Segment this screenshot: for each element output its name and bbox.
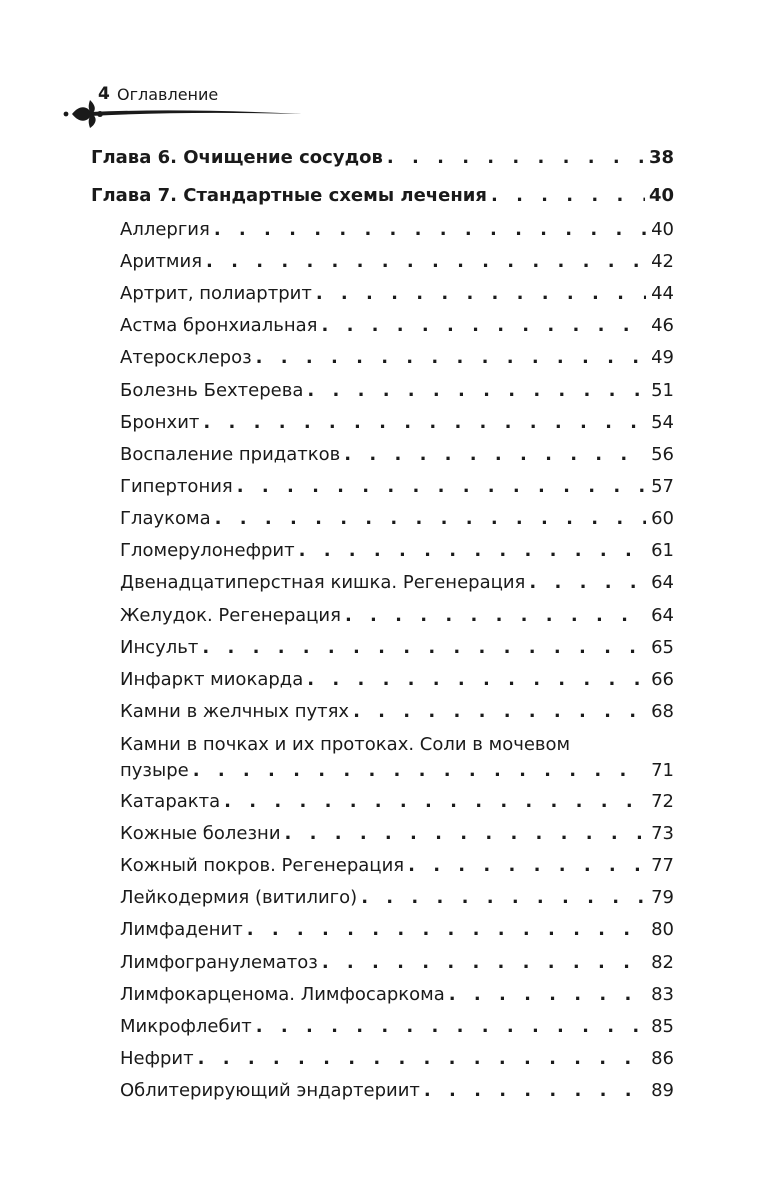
- chapter-title: Глава 7. Стандартные схемы лечения: [91, 185, 487, 206]
- page-ref: 71: [651, 760, 674, 781]
- entry-title: Лимфаденит: [120, 919, 243, 940]
- toc-entry[interactable]: [120, 283, 674, 305]
- toc-entry-wrapped-line[interactable]: Камни в почках и их протоках. Соли в мочевом: [120, 734, 571, 755]
- page-ref: 65: [651, 637, 674, 658]
- entry-title: Облитерирующий эндартериит: [120, 1080, 420, 1101]
- leader-dots: [322, 952, 646, 974]
- leader-dots: [202, 637, 646, 659]
- toc-entry[interactable]: [120, 952, 674, 974]
- leader-dots: [285, 823, 646, 845]
- page-ref: 42: [651, 251, 674, 272]
- page-ref: 86: [651, 1048, 674, 1069]
- toc-entry[interactable]: [120, 444, 674, 466]
- page-ref: 85: [651, 1016, 674, 1037]
- toc-entry[interactable]: [120, 823, 674, 845]
- entry-title: Воспаление придатков: [120, 444, 341, 465]
- entry-title: Лейкодермия (витилиго): [120, 887, 358, 908]
- toc-entry[interactable]: [120, 1080, 674, 1102]
- leader-dots: [344, 444, 646, 466]
- page-ref: 77: [651, 855, 674, 876]
- toc-entry[interactable]: [120, 760, 674, 782]
- page-ref: 38: [648, 147, 674, 168]
- page-ref: 40: [648, 185, 674, 206]
- leader-dots: [345, 605, 646, 627]
- page-ref: 79: [651, 887, 674, 908]
- page-ref: 57: [651, 476, 674, 497]
- entry-title: Нефрит: [120, 1048, 194, 1069]
- leader-dots: [424, 1080, 646, 1102]
- entry-title: Бронхит: [120, 412, 200, 433]
- page-ref: 49: [651, 347, 674, 368]
- page-ref: 56: [651, 444, 674, 465]
- entry-title: Двенадцатиперстная кишка. Регенерация: [120, 572, 526, 593]
- page-ref: 82: [651, 952, 674, 973]
- page-ref: 51: [651, 380, 674, 401]
- page-ref: 61: [651, 540, 674, 561]
- leader-dots: [214, 219, 646, 241]
- page-ref: 80: [651, 919, 674, 940]
- toc-entry[interactable]: [120, 540, 674, 562]
- leader-dots: [198, 1048, 646, 1070]
- toc-entry[interactable]: [120, 669, 674, 691]
- leader-dots: [408, 855, 646, 877]
- toc-entry[interactable]: [120, 476, 674, 498]
- page-ref: 72: [651, 791, 674, 812]
- entry-title: Глаукома: [120, 508, 211, 529]
- page-ref: 66: [651, 669, 674, 690]
- leader-dots: [307, 380, 646, 402]
- leader-dots: [491, 185, 645, 207]
- entry-title: Артрит, полиартрит: [120, 283, 312, 304]
- leader-dots: [256, 347, 646, 369]
- entry-title: Гломерулонефрит: [120, 540, 295, 561]
- page-ref: 89: [651, 1080, 674, 1101]
- entry-title: Катаракта: [120, 791, 221, 812]
- entry-title: Кожные болезни: [120, 823, 281, 844]
- leader-dots: [224, 791, 646, 813]
- leader-dots: [215, 508, 646, 530]
- toc-entry[interactable]: [120, 412, 674, 434]
- entry-title: Болезнь Бехтерева: [120, 380, 304, 401]
- page-ref: 54: [651, 412, 674, 433]
- leader-dots: [307, 669, 646, 691]
- toc-entry[interactable]: [120, 219, 674, 241]
- leader-dots: [193, 760, 646, 782]
- toc-entry[interactable]: [120, 605, 674, 627]
- leader-dots: [247, 919, 646, 941]
- page-ref: 73: [651, 823, 674, 844]
- page-ref: 68: [651, 701, 674, 722]
- toc-entry[interactable]: [120, 347, 674, 369]
- toc-entry[interactable]: [120, 315, 674, 337]
- toc-entry[interactable]: [120, 380, 674, 402]
- toc-entry[interactable]: [120, 637, 674, 659]
- toc-chapter-7[interactable]: [91, 185, 674, 207]
- page-number: 4: [98, 84, 110, 104]
- page-ref: 83: [651, 984, 674, 1005]
- entry-title: Астма бронхиальная: [120, 315, 318, 336]
- entry-title: Инсульт: [120, 637, 199, 658]
- entry-title: пузыре: [120, 760, 189, 781]
- toc-entry[interactable]: [120, 887, 674, 909]
- toc-entry[interactable]: [120, 791, 674, 813]
- toc-chapter-6[interactable]: [91, 147, 674, 169]
- leader-dots: [299, 540, 646, 562]
- fleuron-ornament-icon: [62, 96, 307, 130]
- toc-entry[interactable]: [120, 701, 674, 723]
- toc-entry[interactable]: [120, 1016, 674, 1038]
- running-header: [62, 80, 312, 130]
- entry-title: Камни в желчных путях: [120, 701, 350, 722]
- toc-entry[interactable]: [120, 919, 674, 941]
- toc-entry[interactable]: [120, 508, 674, 530]
- toc-entry[interactable]: [120, 984, 674, 1006]
- entry-title: Инфаркт миокарда: [120, 669, 304, 690]
- page-ref: 46: [651, 315, 674, 336]
- leader-dots: [316, 283, 646, 305]
- page-ref: 40: [651, 219, 674, 240]
- entry-title: Атеросклероз: [120, 347, 252, 368]
- leader-dots: [361, 887, 646, 909]
- leader-dots: [256, 1016, 646, 1038]
- page-ref: 64: [651, 572, 674, 593]
- entry-title: Аллергия: [120, 219, 210, 240]
- leader-dots: [387, 147, 645, 169]
- page-ref: 60: [651, 508, 674, 529]
- toc-entry[interactable]: [120, 1048, 674, 1070]
- chapter-title: Глава 6. Очищение сосудов: [91, 147, 383, 168]
- leader-dots: [237, 476, 646, 498]
- leader-dots: [203, 412, 646, 434]
- toc-entry[interactable]: [120, 251, 674, 273]
- entry-title: Лимфокарценома. Лимфосаркома: [120, 984, 445, 1005]
- entry-title: Кожный покров. Регенерация: [120, 855, 405, 876]
- leader-dots: [449, 984, 646, 1006]
- leader-dots: [353, 701, 646, 723]
- toc-entry[interactable]: [120, 572, 674, 594]
- toc-entry[interactable]: [120, 855, 674, 877]
- running-title: Оглавление: [117, 85, 219, 104]
- entry-title: Аритмия: [120, 251, 203, 272]
- entry-title: Микрофлебит: [120, 1016, 252, 1037]
- leader-dots: [206, 251, 646, 273]
- entry-title: Лимфогранулематоз: [120, 952, 318, 973]
- page-ref: 64: [651, 605, 674, 626]
- leader-dots: [529, 572, 646, 594]
- entry-title: Гипертония: [120, 476, 233, 497]
- entry-title: Желудок. Регенерация: [120, 605, 341, 626]
- page-ref: 44: [651, 283, 674, 304]
- leader-dots: [321, 315, 646, 337]
